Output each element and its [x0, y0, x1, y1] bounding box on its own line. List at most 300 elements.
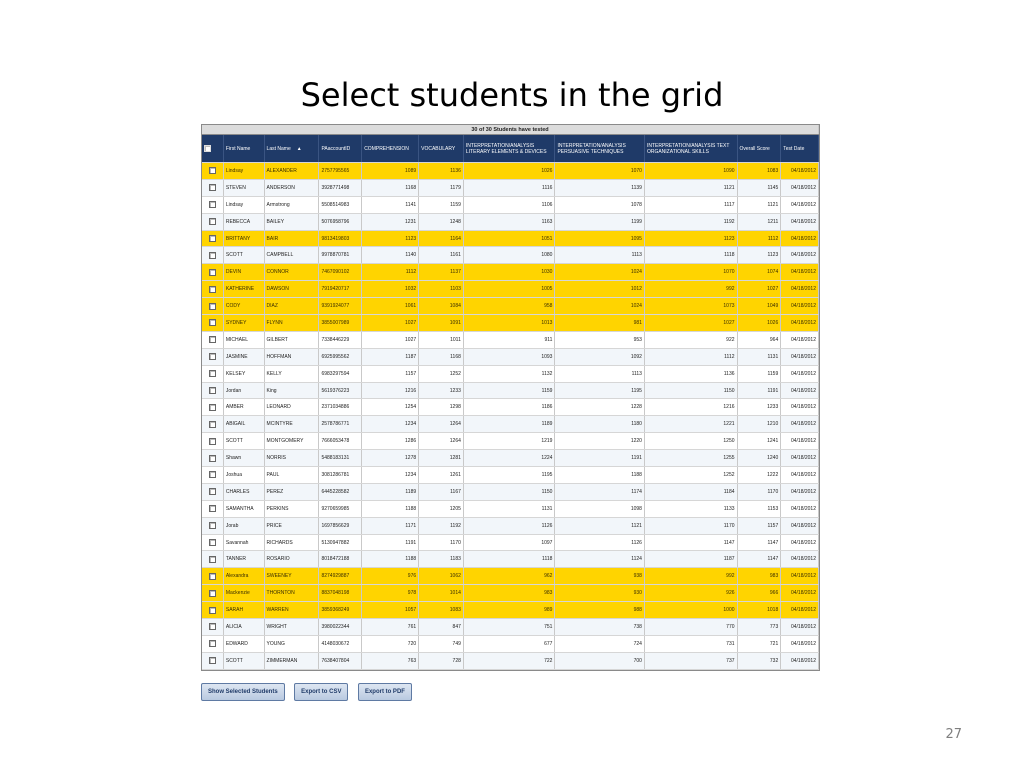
table-cell: BAIR — [264, 230, 319, 247]
table-cell: LEONARD — [264, 399, 319, 416]
table-row[interactable] — [202, 652, 819, 669]
column-header-label: First Name — [225, 145, 251, 152]
table-row[interactable] — [202, 483, 819, 500]
table-cell: RICHARDS — [264, 534, 319, 551]
table-cell: WARREN — [264, 602, 319, 619]
table-cell: 1112 — [737, 230, 781, 247]
table-row[interactable] — [202, 247, 819, 264]
table-cell: 1141 — [362, 196, 419, 213]
table-cell: 1205 — [419, 500, 464, 517]
table-cell: Mackenzie — [223, 585, 264, 602]
row-checkbox[interactable] — [209, 218, 216, 225]
sort-ascending-icon[interactable]: ▲ — [296, 145, 302, 152]
table-cell: 04/18/2012 — [781, 585, 819, 602]
table-cell: 992 — [644, 568, 737, 585]
table-cell: 1188 — [555, 467, 645, 484]
table-cell: 1264 — [419, 416, 464, 433]
row-checkbox[interactable] — [209, 421, 216, 428]
table-row[interactable] — [202, 551, 819, 568]
table-cell: Lindsay — [223, 196, 264, 213]
table-row[interactable] — [202, 450, 819, 467]
table-cell: 04/18/2012 — [781, 382, 819, 399]
table-cell: 992 — [644, 281, 737, 298]
column-header[interactable] — [463, 135, 555, 163]
row-checkbox[interactable] — [209, 370, 216, 377]
table-cell: 1219 — [463, 433, 555, 450]
table-cell: 1254 — [362, 399, 419, 416]
column-header[interactable] — [419, 135, 464, 163]
table-cell: 983 — [463, 585, 555, 602]
table-cell: NORRIS — [264, 450, 319, 467]
row-checkbox[interactable] — [209, 488, 216, 495]
table-cell: 1118 — [644, 247, 737, 264]
table-row[interactable] — [202, 585, 819, 602]
table-cell: PRICE — [264, 517, 319, 534]
column-header-label: Test Date — [783, 145, 805, 152]
table-cell: 1140 — [362, 247, 419, 264]
table-row[interactable] — [202, 298, 819, 315]
table-cell: 04/18/2012 — [781, 635, 819, 652]
export-csv-button[interactable]: Export to CSV — [294, 683, 348, 701]
table-cell: 04/18/2012 — [781, 399, 819, 416]
table-cell: 7638407804 — [319, 652, 362, 669]
table-cell: 1179 — [419, 179, 464, 196]
table-row[interactable] — [202, 179, 819, 196]
table-cell: 1126 — [555, 534, 645, 551]
table-row[interactable] — [202, 348, 819, 365]
row-select-cell[interactable] — [202, 298, 223, 315]
row-checkbox[interactable] — [209, 590, 216, 597]
table-cell: 04/18/2012 — [781, 483, 819, 500]
column-header[interactable] — [644, 135, 737, 163]
table-cell: 1195 — [463, 467, 555, 484]
table-cell: 1026 — [737, 315, 781, 332]
row-select-cell[interactable] — [202, 230, 223, 247]
table-cell: 1240 — [737, 450, 781, 467]
table-row[interactable] — [202, 230, 819, 247]
row-select-cell[interactable] — [202, 281, 223, 298]
table-cell: 1106 — [463, 196, 555, 213]
table-cell: DEVIN — [223, 264, 264, 281]
table-cell: 1153 — [737, 500, 781, 517]
table-cell: 731 — [644, 635, 737, 652]
table-row[interactable] — [202, 568, 819, 585]
row-select-cell[interactable] — [202, 331, 223, 348]
table-cell: 9813419803 — [319, 230, 362, 247]
table-cell: EDWARD — [223, 635, 264, 652]
table-cell: 1123 — [737, 247, 781, 264]
table-cell: 926 — [644, 585, 737, 602]
row-select-cell[interactable] — [202, 500, 223, 517]
table-cell: 958 — [463, 298, 555, 315]
table-cell: 1011 — [419, 331, 464, 348]
table-cell: CODY — [223, 298, 264, 315]
row-checkbox[interactable] — [209, 471, 216, 478]
row-checkbox[interactable] — [209, 623, 216, 630]
table-cell: 04/18/2012 — [781, 652, 819, 669]
table-cell: 6925995562 — [319, 348, 362, 365]
slide-title: Select students in the grid — [300, 76, 724, 114]
table-row[interactable] — [202, 534, 819, 551]
table-cell: 1157 — [737, 517, 781, 534]
table-cell: 1191 — [362, 534, 419, 551]
row-select-cell[interactable] — [202, 196, 223, 213]
table-cell: GILBERT — [264, 331, 319, 348]
table-cell: 9978870781 — [319, 247, 362, 264]
table-cell: 1005 — [463, 281, 555, 298]
row-select-cell[interactable] — [202, 450, 223, 467]
table-cell: 2578786771 — [319, 416, 362, 433]
table-cell: 04/18/2012 — [781, 450, 819, 467]
table-cell: 4148030672 — [319, 635, 362, 652]
table-cell: 9270659985 — [319, 500, 362, 517]
row-select-cell[interactable] — [202, 635, 223, 652]
table-cell: PAUL — [264, 467, 319, 484]
row-checkbox[interactable] — [209, 455, 216, 462]
row-checkbox[interactable] — [209, 640, 216, 647]
row-select-cell[interactable] — [202, 517, 223, 534]
row-select-cell[interactable] — [202, 264, 223, 281]
table-cell: King — [264, 382, 319, 399]
table-cell: 1264 — [419, 433, 464, 450]
row-checkbox[interactable] — [209, 184, 216, 191]
row-select-cell[interactable] — [202, 399, 223, 416]
table-cell: 1092 — [555, 348, 645, 365]
table-cell: 5130947882 — [319, 534, 362, 551]
table-cell: 922 — [644, 331, 737, 348]
table-cell: 1195 — [555, 382, 645, 399]
table-cell: 728 — [419, 652, 464, 669]
row-select-cell[interactable] — [202, 348, 223, 365]
table-cell: 04/18/2012 — [781, 551, 819, 568]
table-row[interactable] — [202, 619, 819, 636]
table-cell: 04/18/2012 — [781, 416, 819, 433]
table-cell: 1183 — [419, 551, 464, 568]
table-cell: Joshua — [223, 467, 264, 484]
table-cell: 7919420717 — [319, 281, 362, 298]
table-cell: 04/18/2012 — [781, 500, 819, 517]
row-checkbox[interactable] — [209, 387, 216, 394]
table-cell: CAMPBELL — [264, 247, 319, 264]
row-checkbox[interactable] — [209, 522, 216, 529]
table-cell: 04/18/2012 — [781, 365, 819, 382]
row-checkbox[interactable] — [209, 167, 216, 174]
table-cell: 04/18/2012 — [781, 602, 819, 619]
table-cell: 04/18/2012 — [781, 281, 819, 298]
table-cell: 1000 — [644, 602, 737, 619]
row-checkbox[interactable] — [209, 252, 216, 259]
column-header[interactable] — [362, 135, 419, 163]
table-cell: 847 — [419, 619, 464, 636]
table-cell: 1132 — [463, 365, 555, 382]
row-checkbox[interactable] — [209, 404, 216, 411]
table-row[interactable] — [202, 213, 819, 230]
table-cell: 1133 — [644, 500, 737, 517]
table-cell: 5076958796 — [319, 213, 362, 230]
table-cell: 962 — [463, 568, 555, 585]
table-cell: 1188 — [362, 500, 419, 517]
row-checkbox[interactable] — [209, 336, 216, 343]
table-row[interactable] — [202, 315, 819, 332]
table-cell: 1184 — [644, 483, 737, 500]
table-cell: 1097 — [463, 534, 555, 551]
column-header-label: INTERPRETATION/ANALYSIS TEXT ORGANIZATIONAL SKILLS — [646, 142, 730, 155]
table-cell: 1112 — [644, 348, 737, 365]
students-grid — [201, 124, 820, 671]
table-cell: 1157 — [362, 365, 419, 382]
table-cell: KELLY — [264, 365, 319, 382]
table-cell: 1027 — [362, 331, 419, 348]
table-row[interactable] — [202, 163, 819, 180]
table-cell: BAILEY — [264, 213, 319, 230]
row-checkbox[interactable] — [209, 573, 216, 580]
table-cell: 1186 — [463, 399, 555, 416]
table-cell: 721 — [737, 635, 781, 652]
table-cell: 738 — [555, 619, 645, 636]
row-checkbox[interactable] — [209, 201, 216, 208]
table-cell: 1211 — [737, 213, 781, 230]
table-cell: ABIGAIL — [223, 416, 264, 433]
table-cell: TANNER — [223, 551, 264, 568]
table-cell: 1167 — [419, 483, 464, 500]
table-cell: 6983297594 — [319, 365, 362, 382]
table-cell: 7338446229 — [319, 331, 362, 348]
table-cell: 1261 — [419, 467, 464, 484]
table-row[interactable] — [202, 602, 819, 619]
row-select-cell[interactable] — [202, 585, 223, 602]
row-checkbox[interactable] — [209, 657, 216, 664]
table-cell: 1168 — [419, 348, 464, 365]
table-cell: 04/18/2012 — [781, 196, 819, 213]
table-cell: Jordan — [223, 382, 264, 399]
row-select-cell[interactable] — [202, 534, 223, 551]
row-checkbox[interactable] — [209, 319, 216, 326]
table-cell: 1192 — [644, 213, 737, 230]
column-header[interactable] — [737, 135, 781, 163]
table-cell: 3859368249 — [319, 602, 362, 619]
table-cell: 1018 — [737, 602, 781, 619]
table-cell: SARAH — [223, 602, 264, 619]
table-cell: 1131 — [737, 348, 781, 365]
table-cell: 1049 — [737, 298, 781, 315]
table-cell: 1014 — [419, 585, 464, 602]
table-cell: 8837048198 — [319, 585, 362, 602]
table-cell: 1159 — [463, 382, 555, 399]
table-cell: 1027 — [644, 315, 737, 332]
table-cell: 1136 — [419, 163, 464, 180]
table-cell: 1697856629 — [319, 517, 362, 534]
table-cell: 732 — [737, 652, 781, 669]
table-cell: 1080 — [463, 247, 555, 264]
row-select-cell[interactable] — [202, 382, 223, 399]
table-cell: 1252 — [419, 365, 464, 382]
table-cell: 1013 — [463, 315, 555, 332]
table-cell: 1233 — [419, 382, 464, 399]
table-cell: 964 — [737, 331, 781, 348]
row-checkbox[interactable] — [209, 235, 216, 242]
table-cell: 1168 — [362, 179, 419, 196]
table-cell: 988 — [555, 602, 645, 619]
table-row[interactable] — [202, 196, 819, 213]
table-cell: 1051 — [463, 230, 555, 247]
column-header[interactable] — [223, 135, 264, 163]
row-select-cell[interactable] — [202, 551, 223, 568]
column-header[interactable] — [555, 135, 645, 163]
table-cell: 1116 — [463, 179, 555, 196]
table-cell: 966 — [737, 585, 781, 602]
table-cell: 1024 — [555, 298, 645, 315]
column-header[interactable] — [264, 135, 319, 163]
table-cell: 5619376223 — [319, 382, 362, 399]
table-cell: 1026 — [463, 163, 555, 180]
table-cell: KATHERINE — [223, 281, 264, 298]
grid-caption: 30 of 30 Students have tested — [202, 125, 819, 135]
table-cell: 1234 — [362, 416, 419, 433]
table-row[interactable] — [202, 264, 819, 281]
table-cell: 1286 — [362, 433, 419, 450]
table-cell: DIAZ — [264, 298, 319, 315]
select-all-header[interactable] — [202, 135, 223, 163]
table-cell: ROSARIO — [264, 551, 319, 568]
row-checkbox[interactable] — [209, 303, 216, 310]
table-cell: 700 — [555, 652, 645, 669]
table-row[interactable] — [202, 281, 819, 298]
table-cell: 04/18/2012 — [781, 298, 819, 315]
table-row[interactable] — [202, 331, 819, 348]
table-cell: SYDNEY — [223, 315, 264, 332]
table-cell: 04/18/2012 — [781, 331, 819, 348]
row-checkbox[interactable] — [209, 353, 216, 360]
row-select-cell[interactable] — [202, 619, 223, 636]
table-cell: 04/18/2012 — [781, 179, 819, 196]
row-checkbox[interactable] — [209, 539, 216, 546]
row-select-cell[interactable] — [202, 315, 223, 332]
table-cell: 1252 — [644, 467, 737, 484]
table-cell: 1189 — [463, 416, 555, 433]
row-select-cell[interactable] — [202, 247, 223, 264]
table-cell: 737 — [644, 652, 737, 669]
table-cell: 1131 — [463, 500, 555, 517]
table-cell: ZIMMERMAN — [264, 652, 319, 669]
row-select-cell[interactable] — [202, 483, 223, 500]
table-cell: ANDERSON — [264, 179, 319, 196]
table-cell: 1103 — [419, 281, 464, 298]
table-cell: 1163 — [463, 213, 555, 230]
table-cell: 1191 — [555, 450, 645, 467]
row-checkbox[interactable] — [209, 269, 216, 276]
table-row[interactable] — [202, 517, 819, 534]
table-row[interactable] — [202, 433, 819, 450]
table-cell: 1159 — [419, 196, 464, 213]
table-cell: 1147 — [644, 534, 737, 551]
row-select-cell[interactable] — [202, 213, 223, 230]
row-checkbox[interactable] — [209, 286, 216, 293]
table-cell: 1062 — [419, 568, 464, 585]
table-row[interactable] — [202, 635, 819, 652]
row-checkbox[interactable] — [209, 556, 216, 563]
table-cell: 1112 — [362, 264, 419, 281]
row-checkbox[interactable] — [209, 438, 216, 445]
table-cell: 1199 — [555, 213, 645, 230]
select-all-checkbox[interactable] — [204, 145, 211, 152]
table-cell: 749 — [419, 635, 464, 652]
table-cell: 1121 — [737, 196, 781, 213]
column-header[interactable] — [319, 135, 362, 163]
row-select-cell[interactable] — [202, 433, 223, 450]
table-cell: 1126 — [463, 517, 555, 534]
table-row[interactable] — [202, 399, 819, 416]
table-cell: 1231 — [362, 213, 419, 230]
export-pdf-button[interactable]: Export to PDF — [358, 683, 412, 701]
table-cell: PEREZ — [264, 483, 319, 500]
table-row[interactable] — [202, 416, 819, 433]
show-selected-students-button[interactable]: Show Selected Students — [201, 683, 285, 701]
row-checkbox[interactable] — [209, 505, 216, 512]
column-header[interactable] — [781, 135, 819, 163]
table-cell: 1298 — [419, 399, 464, 416]
table-cell: 1147 — [737, 534, 781, 551]
table-cell: 8018472188 — [319, 551, 362, 568]
row-select-cell[interactable] — [202, 163, 223, 180]
row-select-cell[interactable] — [202, 568, 223, 585]
table-row[interactable] — [202, 382, 819, 399]
table-cell: 722 — [463, 652, 555, 669]
table-cell: 1216 — [362, 382, 419, 399]
row-select-cell[interactable] — [202, 467, 223, 484]
table-cell: 1083 — [737, 163, 781, 180]
table-cell: 04/18/2012 — [781, 534, 819, 551]
row-checkbox[interactable] — [209, 607, 216, 614]
table-cell: HOFFMAN — [264, 348, 319, 365]
table-cell: 751 — [463, 619, 555, 636]
table-cell: 04/18/2012 — [781, 163, 819, 180]
table-cell: 1187 — [644, 551, 737, 568]
table-cell: STEVEN — [223, 179, 264, 196]
row-select-cell[interactable] — [202, 179, 223, 196]
table-cell: 04/18/2012 — [781, 213, 819, 230]
row-select-cell[interactable] — [202, 652, 223, 669]
row-select-cell[interactable] — [202, 365, 223, 382]
table-cell: SCOTT — [223, 247, 264, 264]
table-cell: 1027 — [737, 281, 781, 298]
table-cell: 1057 — [362, 602, 419, 619]
table-cell: 3928771498 — [319, 179, 362, 196]
table-cell: 1281 — [419, 450, 464, 467]
table-cell: CHARLES — [223, 483, 264, 500]
table-cell: 1121 — [555, 517, 645, 534]
row-select-cell[interactable] — [202, 602, 223, 619]
table-row[interactable] — [202, 365, 819, 382]
table-cell: 04/18/2012 — [781, 315, 819, 332]
table-cell: 1118 — [463, 551, 555, 568]
table-cell: SAMANTHA — [223, 500, 264, 517]
table-cell: 1027 — [362, 315, 419, 332]
table-cell: 1137 — [419, 264, 464, 281]
table-row[interactable] — [202, 500, 819, 517]
table-cell: 1220 — [555, 433, 645, 450]
table-cell: MICHAEL — [223, 331, 264, 348]
row-select-cell[interactable] — [202, 416, 223, 433]
table-cell: 7467090102 — [319, 264, 362, 281]
table-cell: 930 — [555, 585, 645, 602]
table-cell: 5488183131 — [319, 450, 362, 467]
table-cell: 6445228582 — [319, 483, 362, 500]
column-header-label: Last Name — [266, 145, 291, 152]
table-cell: 1078 — [555, 196, 645, 213]
table-cell: 1113 — [555, 247, 645, 264]
table-cell: 1228 — [555, 399, 645, 416]
table-row[interactable] — [202, 467, 819, 484]
